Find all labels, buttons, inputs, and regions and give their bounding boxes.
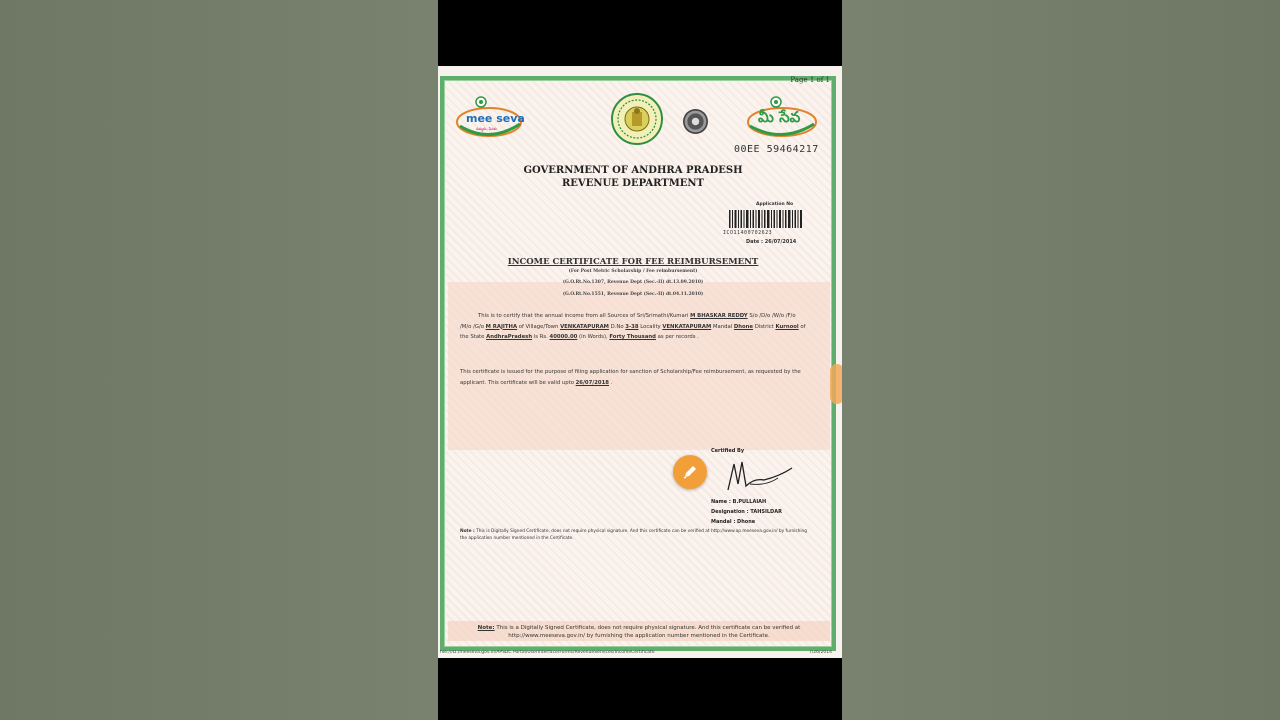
gov-line-1: GOVERNMENT OF ANDHRA PRADESH [523, 165, 743, 176]
certificate-subtitle-3: (G.O.Rt.No.1551, Revenue Dept (Sec.-II) dt.04.11.2010) [562, 292, 704, 297]
certified-by-label: Certified By [711, 448, 745, 454]
gov-line-2: REVENUE DEPARTMENT [562, 178, 704, 189]
digital-sign-note: Note : This is Digitally Signed Certificate, does not require physical signature. And this certificate can be verified at http://www.ap.meeseva.gov.in/ by furnishing the application number mentioned in the Certificate. [460, 529, 808, 541]
edit-pen-button[interactable] [673, 455, 707, 489]
meeseva-telugu-wordmark: మీ సేవ [758, 108, 801, 126]
meeseva-tagline: నమ్మకం, సేవకు [476, 127, 497, 131]
certificate-title: INCOME CERTIFICATE FOR FEE REIMBURSEMENT [507, 257, 759, 267]
applicant-name: M BHASKAR REDDY [690, 313, 748, 319]
signatory-mandal: Mandal : Dhone [711, 519, 756, 525]
signature [720, 454, 800, 496]
village: VENKATAPURAM [560, 323, 609, 330]
state: AndhraPradesh [486, 334, 533, 340]
department-heading [438, 164, 828, 190]
application-number: ICO11400702623 [723, 230, 773, 236]
watermark-band [448, 282, 830, 450]
valid-upto-date: 26/07/2018 [575, 379, 609, 386]
certificate-body-paragraph: This is to certify that the annual income from all Sources of Sri/Srimathi/Kumari M BHASKAR REDDY S/o /D/o /W/o /F/o /M/o /G/o M RAJITHA of Village/Town VENKATAPURAM D.No 3-38 Locality VENKATAPURAM Mandal Dhone District Kurnool of the State AndhraPradesh is Rs. 40000.00 (in Words), Forty Thousand as per records . [460, 313, 806, 340]
parent-name: M RAJITHA [485, 323, 518, 330]
door-number: 3-38 [625, 323, 639, 330]
meeseva-logo-right [746, 96, 818, 140]
signatory-name: Name : B.PULLAIAH [711, 499, 767, 505]
certificate-subtitle-1: (For Post Metric Scholarship / Fee reimbursement) [568, 269, 698, 274]
certificate-purpose-paragraph: This certificate is issued for the purpose of filing application for sanction of Scholarship/Fee reimbursement, as requested by the applicant. This certificate will be valid upto 26/07/2018 . [460, 369, 801, 386]
verification-note: Note: This is a Digitally Signed Certificate, does not require physical signature. And this certificate can be verified at http://www.meeseva.gov.in/ by furnishing the application number mentioned in the Certificate. [477, 625, 801, 639]
barcode-icon [729, 210, 803, 228]
locality: VENKATAPURAM [662, 323, 712, 330]
signatory-details [711, 497, 782, 527]
blurred-background-left [0, 0, 438, 720]
print-footer: file:///D:/meeseva.gov.in/APSDC Portal/UserInterface/Forms/RevenueServices/IncomeCertificate 7/26/2014 [440, 650, 832, 655]
serial-number: 00EE 59464217 [734, 144, 819, 155]
application-label: Application No [756, 202, 794, 207]
state-emblem-icon [610, 92, 664, 146]
certificate-page [438, 66, 842, 658]
blurred-background-right [842, 0, 1280, 720]
page-label: Page 1 of 1 [790, 76, 830, 84]
signatory-designation: Designation : TAHSILDAR [711, 509, 782, 515]
edit-pen-icon [681, 463, 699, 481]
meeseva-logo-left [456, 96, 526, 140]
issue-date: Date : 26/07/2014 [746, 239, 797, 245]
income-in-words: Forty Thousand [609, 334, 656, 340]
hologram-seal-icon [683, 109, 708, 134]
meeseva-wordmark: mee seva [466, 112, 525, 125]
mandal: Dhone [733, 323, 754, 330]
side-handle[interactable] [830, 364, 842, 404]
certificate-subtitle-2: (G.O.Rt.No.1307, Revenue Dept (Sec.-II) dt.13.09.2010) [562, 280, 704, 285]
district: Kurnool [775, 323, 799, 330]
income-amount: 40000.00 [549, 334, 578, 340]
